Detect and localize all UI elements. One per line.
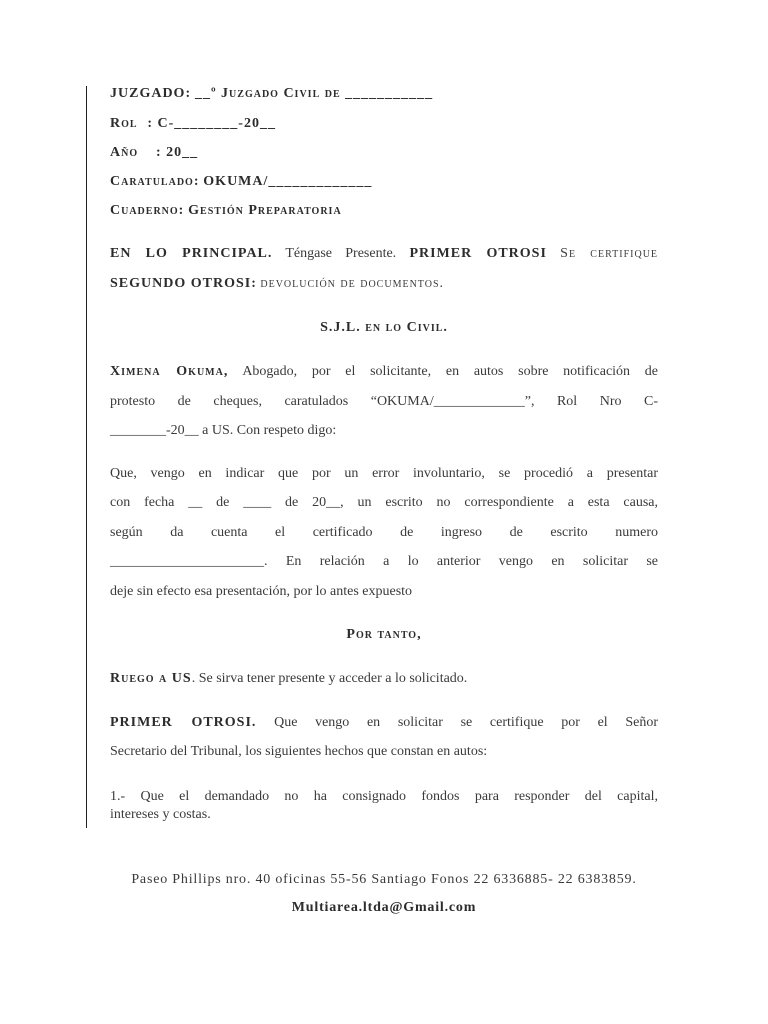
addressee: S.J.L. en lo Civil. <box>320 320 448 335</box>
ruego-line <box>110 671 658 687</box>
cuaderno-label: Cuaderno: <box>110 203 185 218</box>
rol-line <box>110 116 276 132</box>
principal-label: EN LO PRINCIPAL. <box>110 246 273 261</box>
ruego-text: . Se sirva tener presente y acceder a lo solicitado. <box>191 671 468 686</box>
intro-line-1-text: Abogado, por el solicitante, en autos sobre notificación de <box>242 364 658 379</box>
caratulado-value: OKUMA/_____________ <box>203 174 373 189</box>
item-1-line-2: intereses y costas. <box>110 807 211 822</box>
anio-value: : 20__ <box>155 145 199 160</box>
summary-line-1 <box>110 246 658 262</box>
intro-line-3: ________-20__ a US. Con respeto digo: <box>110 423 337 438</box>
footer-email: Multiarea.ltda@Gmail.com <box>291 900 477 915</box>
primer-otrosi-line-1 <box>110 715 658 731</box>
body-line-2: con fecha __ de ____ de 20__, un escrito no correspondiente a esta causa, <box>110 495 658 510</box>
intro-line-1 <box>110 364 658 380</box>
body-line-1: Que, vengo en indicar que por un error involuntario, se procedió a presentar <box>110 466 658 481</box>
anio-label: Año <box>110 145 139 160</box>
ruego-label: Ruego a US <box>110 671 192 686</box>
primer-label: PRIMER OTROSI <box>409 246 547 261</box>
anio-line <box>110 145 198 161</box>
item-1-line-1: 1.- Que el demandado no ha consignado fondos para responder del capital, <box>110 789 658 804</box>
juzgado-line <box>110 86 433 102</box>
body-line-4: ______________________. En relación a lo anterior vengo en solicitar se <box>110 554 658 569</box>
intro-line-2: protesto de cheques, caratulados “OKUMA/_____________”, Rol Nro C- <box>110 394 658 409</box>
primer-text: Se certifique <box>560 246 659 261</box>
body-line-5: deje sin efecto esa presentación, por lo antes expuesto <box>110 584 413 599</box>
por-tanto-heading: Por tanto, <box>346 627 422 642</box>
primer-otrosi-line-1-text: Que vengo en solicitar se certifique por el Señor <box>274 715 659 730</box>
summary-line-2 <box>110 276 658 292</box>
principal-text: Téngase Presente. <box>285 246 397 261</box>
left-margin-rule <box>86 86 87 828</box>
caratulado-label: Caratulado: <box>110 174 200 189</box>
lawyer-name: Ximena Okuma, <box>110 364 229 379</box>
primer-otrosi-label: PRIMER OTROSI. <box>110 715 257 730</box>
juzgado-value: __º Juzgado Civil de ___________ <box>194 86 434 101</box>
segundo-text: devolución de documentos. <box>260 276 445 291</box>
caratulado-line <box>110 174 372 190</box>
segundo-label: SEGUNDO OTROSI: <box>110 276 257 291</box>
rol-label: Rol <box>110 116 138 131</box>
body-line-3: según da cuenta el certificado de ingreso de escrito numero <box>110 525 658 540</box>
cuaderno-line <box>110 203 342 219</box>
footer-address: Paseo Phillips nro. 40 oficinas 55-56 Santiago Fonos 22 6336885- 22 6383859. <box>131 872 637 887</box>
cuaderno-value: Gestión Preparatoria <box>188 203 342 218</box>
primer-otrosi-line-2: Secretario del Tribunal, los siguientes hechos que constan en autos: <box>110 744 488 759</box>
rol-value: : C-________-20__ <box>147 116 276 131</box>
juzgado-label: JUZGADO: <box>110 86 192 101</box>
